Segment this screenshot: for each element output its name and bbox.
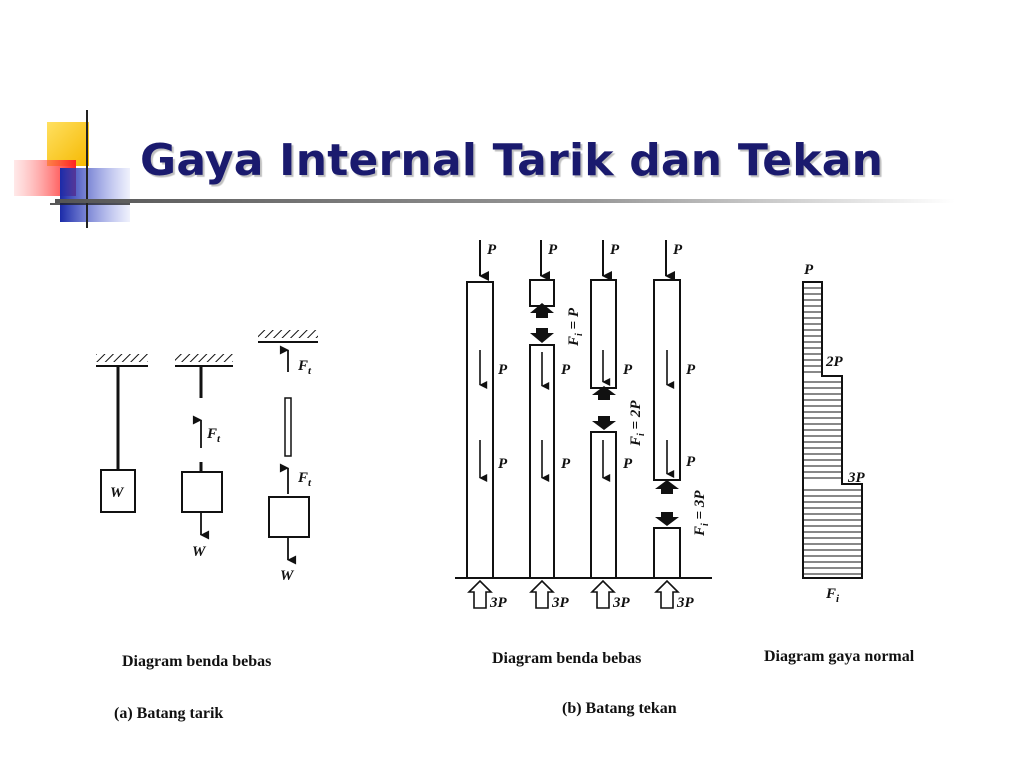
column-segment xyxy=(530,280,554,306)
caption-free-body-b: Diagram benda bebas xyxy=(492,650,642,667)
reaction-arrow xyxy=(592,581,614,608)
column-1 xyxy=(467,282,493,578)
load-label: P xyxy=(498,456,508,472)
fixed-support xyxy=(258,330,318,338)
reaction-label: 3P xyxy=(613,595,630,611)
nf-step-label: 3P xyxy=(848,470,865,486)
load-label: P xyxy=(498,362,508,378)
ft-label: $F_t$ xyxy=(298,358,312,377)
slide-title: Gaya Internal Tarik dan Tekan xyxy=(140,135,884,186)
load-label: P xyxy=(686,454,696,470)
internal-force-label: $F_i = P$ xyxy=(566,307,585,346)
internal-force-label: $F_i = 2P$ xyxy=(628,400,647,446)
weight-label: W xyxy=(192,544,206,560)
nf-top-label: P xyxy=(804,262,814,278)
ft-label: $F_t$ xyxy=(207,426,221,445)
load-label: P xyxy=(561,362,571,378)
caption-compression-bar: (b) Batang tekan xyxy=(562,700,677,717)
reaction-label: 3P xyxy=(552,595,569,611)
reaction-arrow xyxy=(531,581,553,608)
reaction-label: 3P xyxy=(490,595,507,611)
weight-label: W xyxy=(110,485,124,501)
fixed-support xyxy=(96,354,148,362)
block-body xyxy=(182,472,222,512)
weight-label: W xyxy=(280,568,294,584)
column-segment xyxy=(654,528,680,578)
reaction-label: 3P xyxy=(677,595,694,611)
caption-normal-force: Diagram gaya normal xyxy=(764,648,915,665)
load-label: P xyxy=(561,456,571,472)
ft-label: $F_t$ xyxy=(298,470,312,489)
caption-tension-bar: (a) Batang tarik xyxy=(114,705,224,722)
load-label: P xyxy=(548,242,558,258)
compression-bar-diagram xyxy=(455,240,712,717)
load-label: P xyxy=(686,362,696,378)
block-body xyxy=(269,497,309,537)
tension-bar-diagram xyxy=(96,330,318,722)
reaction-arrow xyxy=(656,581,678,608)
nf-bottom-label: $F_i$ xyxy=(826,586,840,605)
load-label: P xyxy=(673,242,683,258)
fixed-support xyxy=(175,354,233,362)
load-label: P xyxy=(623,362,633,378)
rope-segment xyxy=(285,398,291,456)
load-label: P xyxy=(623,456,633,472)
nf-step-label: 2P xyxy=(826,354,843,370)
load-label: P xyxy=(487,242,497,258)
reaction-arrow xyxy=(469,581,491,608)
internal-force-label: $F_i = 3P$ xyxy=(692,490,711,536)
caption-free-body-a: Diagram benda bebas xyxy=(122,653,272,670)
load-label: P xyxy=(610,242,620,258)
normal-force-diagram xyxy=(764,262,915,665)
